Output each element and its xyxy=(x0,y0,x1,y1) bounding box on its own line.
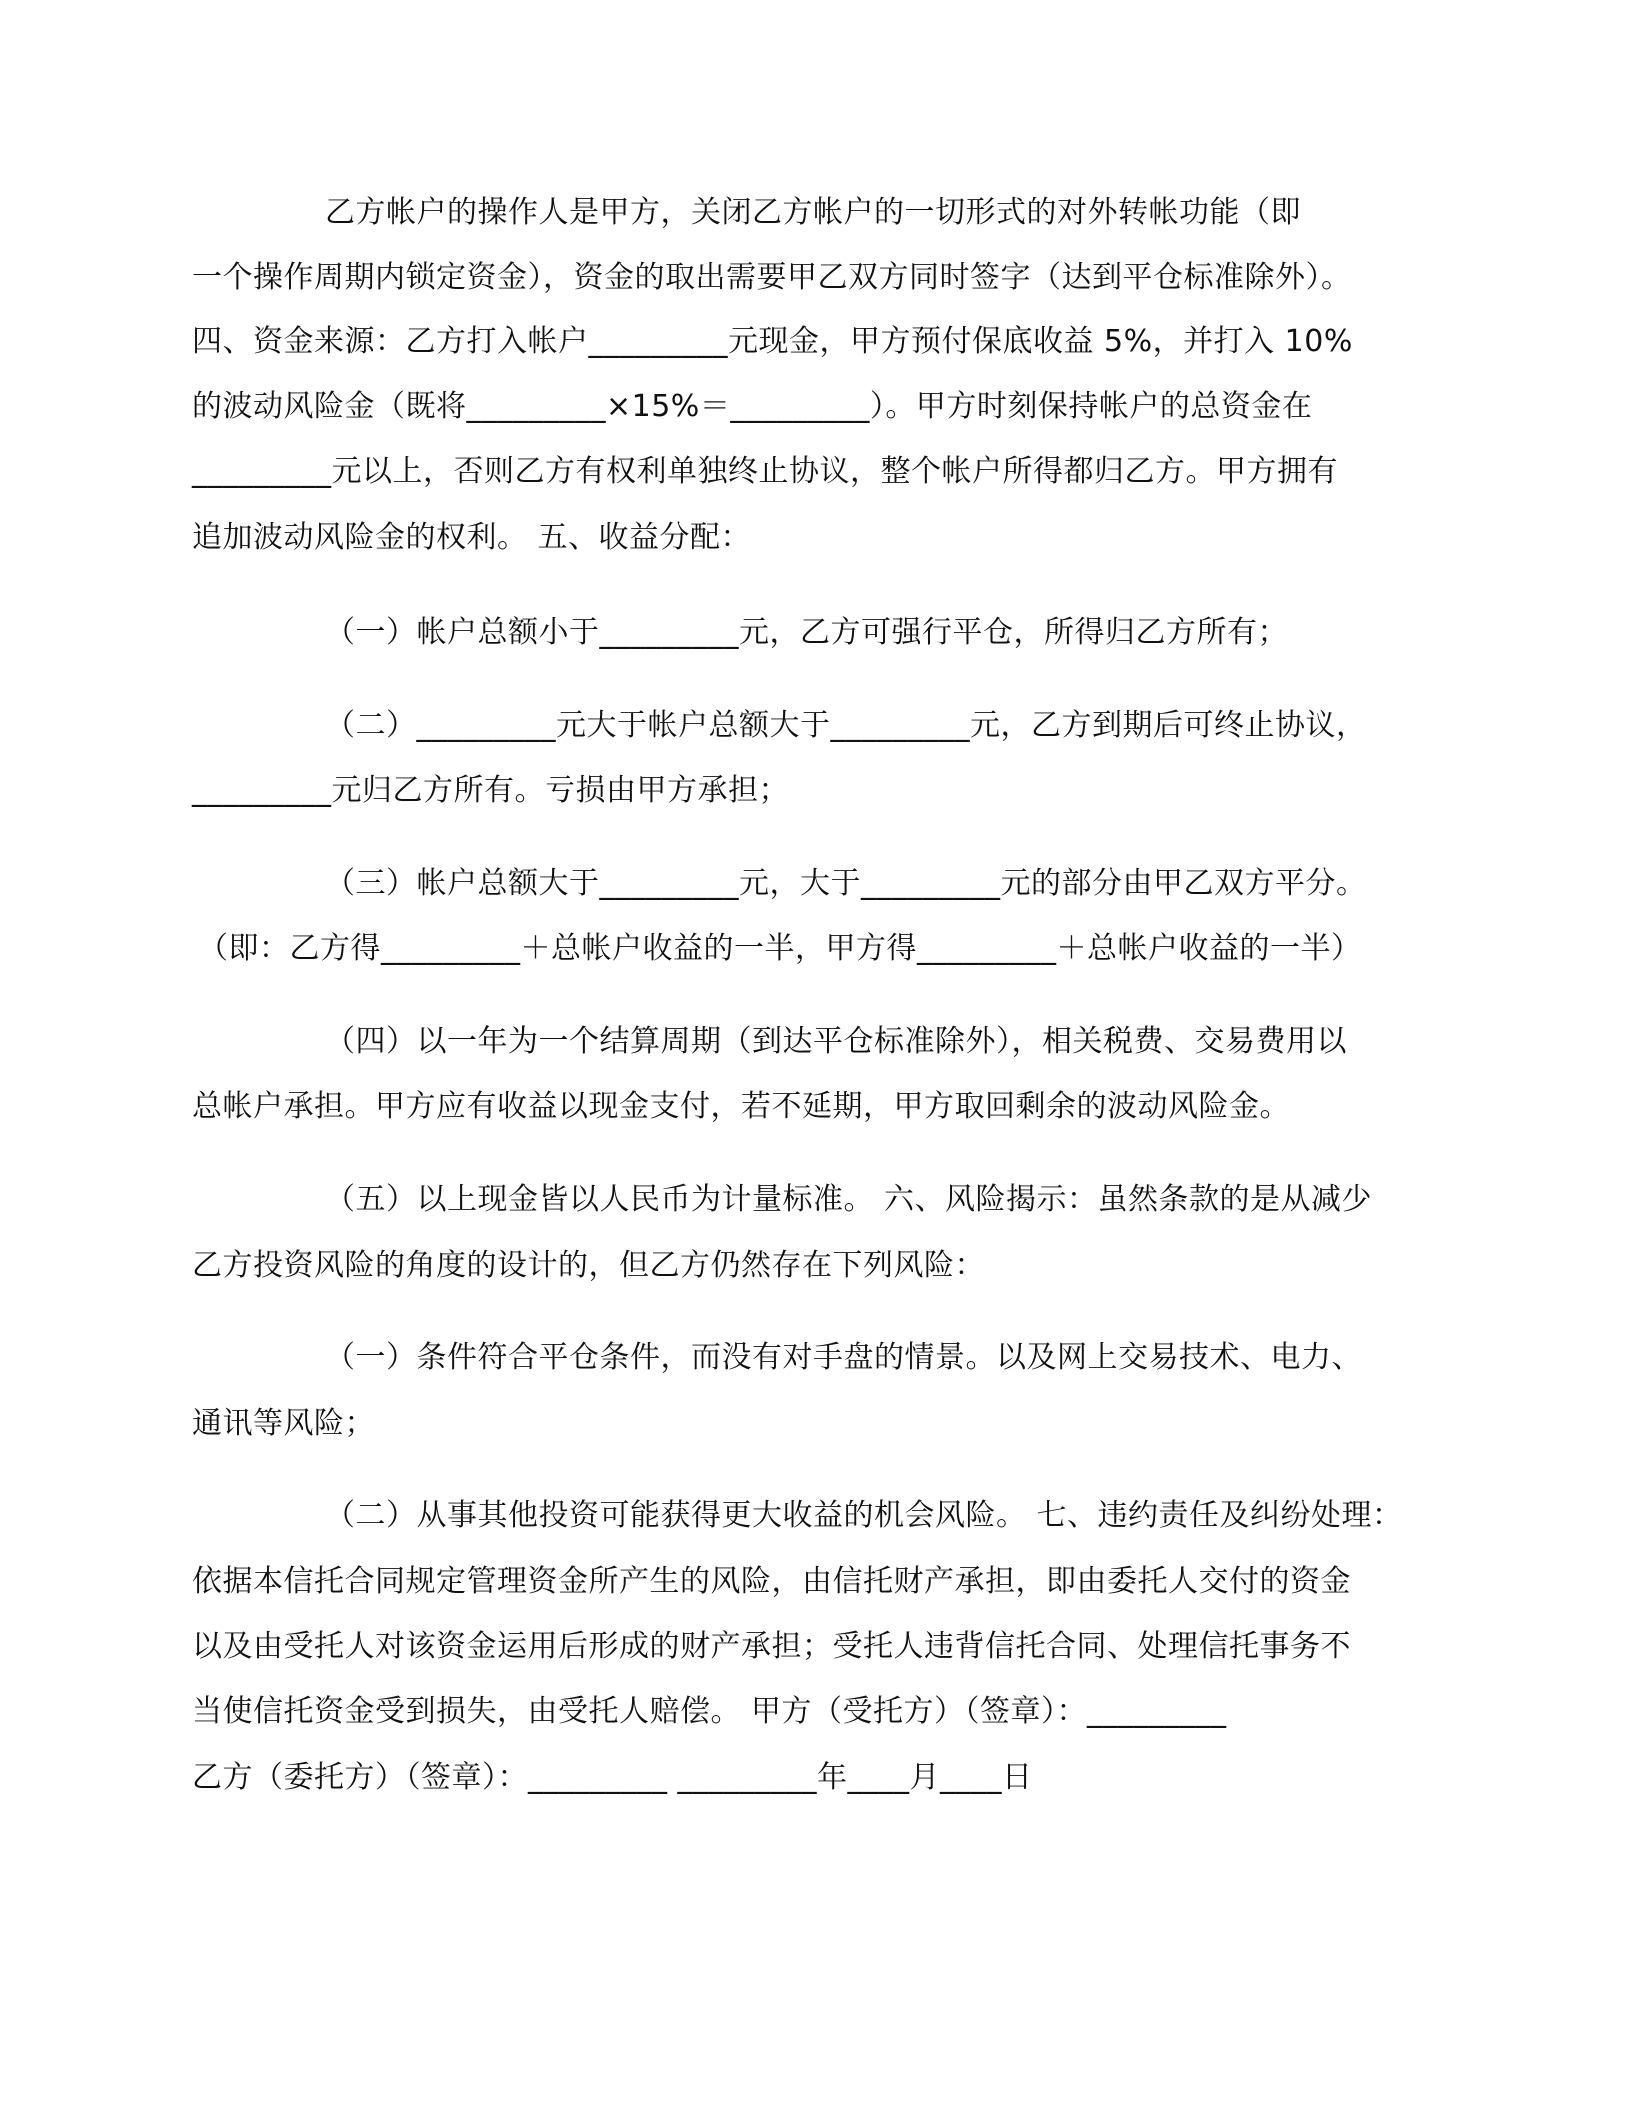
paragraph-4-line-1: （三）帐户总额大于_________元，大于_________元的部分由甲乙双方平分。 xyxy=(325,866,1367,901)
paragraph-4-line-2: （即：乙方得_________＋总帐户收益的一半，甲方得_________＋总帐户收益的一半） xyxy=(198,931,1362,966)
paragraph-7-line-1: （一）条件符合平仓条件，而没有对手盘的情景。以及网上交易技术、电力、 xyxy=(325,1340,1362,1375)
paragraph-1-line-6: 追加波动风险金的权利。 五、收益分配： xyxy=(192,520,752,555)
paragraph-2-line-1: （一）帐户总额小于_________元，乙方可强行平仓，所得归乙方所有； xyxy=(325,615,1288,650)
paragraph-3-line-1: （二）_________元大于帐户总额大于_________元，乙方到期后可终止协议， xyxy=(325,708,1367,743)
paragraph-8-line-1: （二）从事其他投资可能获得更大收益的机会风险。 七、违约责任及纠纷处理： xyxy=(325,1498,1403,1533)
paragraph-8-line-2: 依据本信托合同规定管理资金所产生的风险，由信托财产承担，即由委托人交付的资金 xyxy=(192,1564,1351,1599)
paragraph-1-line-2: 一个操作周期内锁定资金），资金的取出需要甲乙双方同时签字（达到平仓标准除外）。 xyxy=(192,260,1352,295)
signature-date-line: 乙方（委托方）（签章）：_________ _________年____月____日 xyxy=(192,1760,1033,1795)
paragraph-1-line-1: 乙方帐户的操作人是甲方，关闭乙方帐户的一切形式的对外转帐功能（即 xyxy=(325,195,1301,230)
paragraph-1-line-4: 的波动风险金（既将_________×15%＝_________）。甲方时刻保持帐户的总资金在 xyxy=(192,389,1313,424)
paragraph-8-line-4: 当使信托资金受到损失，由受托人赔偿。 甲方（受托方）（签章）：_________ xyxy=(192,1694,1227,1729)
paragraph-1-line-3: 四、资金来源：乙方打入帐户_________元现金，甲方预付保底收益 5%，并打入 10% xyxy=(192,324,1353,359)
paragraph-1-line-5: _________元以上，否则乙方有权利单独终止协议，整个帐户所得都归乙方。甲方拥有 xyxy=(192,454,1338,489)
paragraph-7-line-2: 通讯等风险； xyxy=(192,1406,375,1441)
paragraph-5-line-2: 总帐户承担。甲方应有收益以现金支付，若不延期，甲方取回剩余的波动风险金。 xyxy=(192,1089,1290,1124)
paragraph-3-line-2: _________元归乙方所有。亏损由甲方承担； xyxy=(192,773,789,808)
paragraph-6-line-2: 乙方投资风险的角度的设计的，但乙方仍然存在下列风险： xyxy=(192,1248,985,1283)
paragraph-8-line-3: 以及由受托人对该资金运用后形成的财产承担；受托人违背信托合同、处理信托事务不 xyxy=(192,1629,1351,1664)
paragraph-6-line-1: （五）以上现金皆以人民币为计量标准。 六、风险揭示：虽然条款的是从减少 xyxy=(325,1182,1373,1217)
paragraph-5-line-1: （四）以一年为一个结算周期（到达平仓标准除外），相关税费、交易费用以 xyxy=(325,1024,1347,1059)
